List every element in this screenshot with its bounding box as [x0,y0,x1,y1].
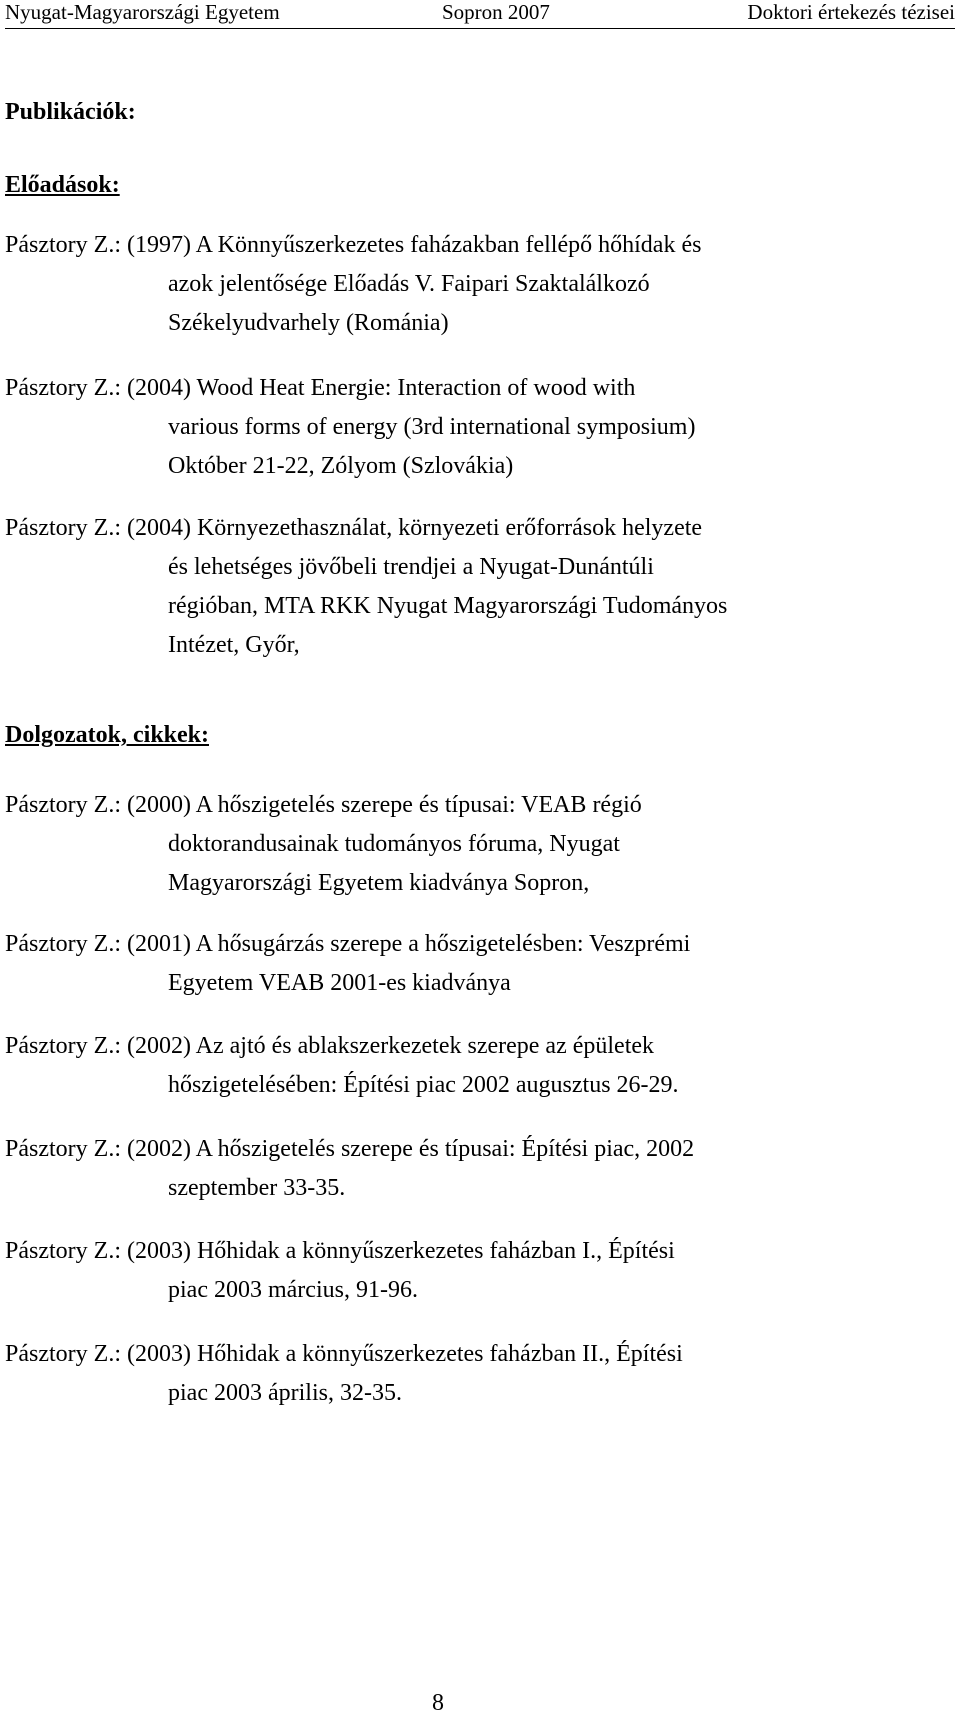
entry-line: régióban, MTA RKK Nyugat Magyarországi Tudományos [168,593,728,619]
entry-line: szeptember 33-35. [168,1175,346,1201]
lecture-entry-1 [5,226,945,343]
entry-line: piac 2003 március, 91-96. [168,1277,418,1303]
paper-entry-6 [5,1335,945,1413]
entry-line: Intézet, Győr, [168,632,300,658]
paper-entry-3 [5,1027,945,1105]
entry-line: Pásztory Z.: (2004) Környezethasználat, környezeti erőforrások helyzete [5,515,703,541]
entry-line: Pásztory Z.: (2004) Wood Heat Energie: Interaction of wood with [5,375,636,401]
entry-line: hőszigetelésében: Építési piac 2002 augusztus 26-29. [168,1072,679,1098]
entry-line: various forms of energy (3rd international symposium) [168,414,696,440]
paper-entry-4 [5,1130,945,1208]
entry-line: Pásztory Z.: (2002) Az ajtó és ablakszerkezetek szerepe az épületek [5,1033,655,1059]
running-header [5,0,955,29]
entry-line: azok jelentősége Előadás V. Faipari Szaktalálkozó [168,271,650,297]
entry-line: Pásztory Z.: (2002) A hőszigetelés szerepe és típusai: Építési piac, 2002 [5,1136,695,1162]
entry-line: és lehetséges jövőbeli trendjei a Nyugat-Dunántúli [168,554,654,580]
lecture-entry-3 [5,509,945,665]
entry-line: Pásztory Z.: (2003) Hőhidak a könnyűszerkezetes faházban II., Építési [5,1341,683,1367]
entry-line: Pásztory Z.: (1997) A Könnyűszerkezetes faházakban fellépő hőhídak és [5,232,702,258]
lectures-heading: Előadások: [5,172,120,198]
entry-line: doktorandusainak tudományos fóruma, Nyugat [168,831,620,857]
paper-entry-2 [5,925,945,1003]
header-document-type: Doktori értekezés tézisei [747,0,955,24]
publications-heading: Publikációk: [5,99,136,125]
lecture-entry-2 [5,369,945,486]
entry-line: Székelyudvarhely (Románia) [168,310,449,336]
page-number-text: 8 [432,1690,444,1716]
entry-line: Magyarországi Egyetem kiadványa Sopron, [168,870,590,896]
entry-line: Pásztory Z.: (2000) A hőszigetelés szerepe és típusai: VEAB régió [5,792,642,818]
paper-entry-5 [5,1232,945,1310]
entry-line: Pásztory Z.: (2003) Hőhidak a könnyűszerkezetes faházban I., Építési [5,1238,675,1264]
entry-line: Október 21-22, Zólyom (Szlovákia) [168,453,514,479]
entry-line: Egyetem VEAB 2001-es kiadványa [168,970,511,996]
page-number [0,1689,960,1717]
header-place-year: Sopron 2007 [442,0,550,24]
entry-line: Pásztory Z.: (2001) A hősugárzás szerepe a hőszigetelésben: Veszprémi [5,931,691,957]
header-university: Nyugat-Magyarországi Egyetem [5,0,280,24]
paper-entry-1 [5,786,945,903]
papers-heading: Dolgozatok, cikkek: [5,722,209,748]
entry-line: piac 2003 április, 32-35. [168,1380,402,1406]
